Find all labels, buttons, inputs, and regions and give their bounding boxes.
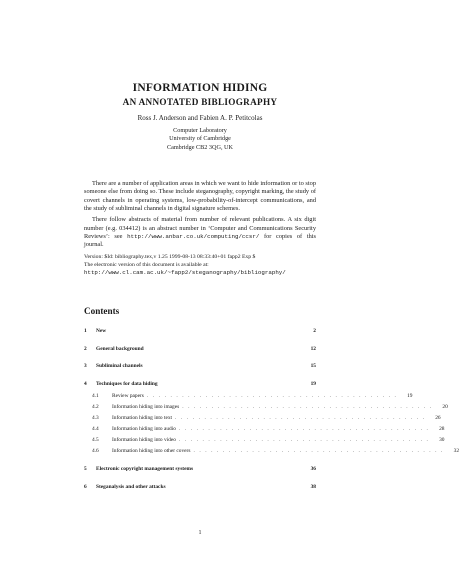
toc-entry-label: Review papers [112, 393, 144, 399]
toc-entry-page: 32 [453, 448, 459, 454]
toc-entry-label: Techniques for data hiding [96, 381, 158, 387]
affiliation-line: Computer Laboratory [173, 127, 227, 134]
affiliation-line: Cambridge CB2 3QG, UK [167, 143, 233, 151]
toc-entry-page: 19 [407, 393, 413, 399]
document-subtitle: AN ANNOTATED BIBLIOGRAPHY [122, 97, 278, 107]
toc-entry-number: 1 [84, 328, 87, 334]
electronic-version-line: The electronic version of this document is available at: [84, 261, 209, 268]
version-block [84, 254, 324, 277]
toc-entry-page: 12 [310, 346, 316, 352]
toc-entry-label: General background [96, 346, 144, 352]
toc-leader-dots: . . . . . . . . . . . . . . . . . . . . . . . . . . . . . . . . . . . . . . . . . . . [182, 404, 433, 410]
toc-entry-label: Information hiding into other covers [112, 448, 191, 454]
toc-entry-number: 4.5 [92, 437, 99, 443]
toc-entry-number: 4 [84, 381, 87, 387]
toc-entry-number: 4.6 [92, 448, 99, 454]
toc-entry-page: 36 [310, 466, 316, 472]
toc-entry[interactable] [84, 437, 445, 443]
toc-entry-label: Subliminal channels [96, 363, 143, 369]
toc-entry[interactable] [84, 404, 448, 410]
page-number: 1 [198, 530, 202, 536]
toc-entry-label: Information hiding into video [112, 437, 176, 443]
affiliation [0, 127, 400, 152]
toc-entry[interactable] [84, 466, 316, 472]
toc-entry-number: 4.3 [92, 415, 99, 421]
abstract-paragraph [84, 216, 316, 249]
electronic-version-link[interactable]: http://www.cl.cam.ac.uk/~fapp2/steganography/bibliography/ [84, 269, 286, 277]
toc-leader-dots: . . . . . . . . . . . . . . . . . . . . . . . . . . . . . . . . . . . . . . . . . . . [193, 448, 445, 454]
toc-entry-page: 19 [310, 381, 316, 387]
toc-entry[interactable] [84, 415, 441, 421]
version-line: Version: $Id: bibliography.tex,v 1.25 1999-08-13 08:33:40+01 fapp2 Exp $ [84, 254, 256, 260]
toc-entry-label: New [96, 328, 107, 334]
toc-entry-label: Electronic copyright management systems [96, 466, 194, 472]
toc-entry-number: 4.2 [92, 404, 99, 410]
toc-leader-dots: . . . . . . . . . . . . . . . . . . . . . . . . . . . . . . . . . . . . . . . . . . . [146, 393, 398, 399]
abstract [84, 180, 316, 250]
toc-leader-dots: . . . . . . . . . . . . . . . . . . . . . . . . . . . . . . . . . . . . . . . . . . . [178, 437, 430, 443]
toc-entry[interactable] [84, 393, 413, 399]
toc-entry-page: 26 [435, 415, 441, 421]
toc-entry[interactable] [84, 426, 445, 432]
toc-entry-label: Steganalysis and other attacks [96, 484, 166, 490]
abstract-paragraph: There are a number of application areas in which we want to hide information or to stop someone else from doing so. These include steganography, copyright marking, the study of covert channels in operating systems, low-probability-of-intercept communications, and the study of subliminal channels in digital signature schemes. [84, 180, 316, 213]
contents-heading: Contents [84, 306, 120, 316]
toc-entry-label: Information hiding into images [112, 404, 180, 410]
toc-entry-number: 6 [84, 484, 87, 490]
document-title: INFORMATION HIDING [132, 82, 268, 94]
toc-entry-number: 2 [84, 346, 87, 352]
toc-entry[interactable] [84, 363, 316, 369]
toc-entry-page: 15 [310, 363, 316, 369]
toc-entry-number: 4.1 [92, 393, 99, 399]
toc-entry-page: 38 [310, 484, 316, 490]
toc-entry[interactable] [84, 484, 316, 490]
journal-link[interactable]: http://www.anbar.co.uk/computing/ccsr/ [127, 233, 260, 241]
toc-entry-page: 30 [439, 437, 445, 443]
toc-entry-page: 20 [442, 404, 448, 410]
toc-leader-dots: . . . . . . . . . . . . . . . . . . . . . . . . . . . . . . . . . . . . . . . . . . . [178, 426, 430, 432]
toc-entry[interactable] [84, 448, 459, 454]
toc-entry-number: 5 [84, 466, 87, 472]
authors: Ross J. Anderson and Fabien A. P. Petitcolas [137, 114, 263, 122]
abstract-text: There follow abstracts of material from number of relevant publications. A six digit number (e.g. 034412) is an abstract number in ‘Computer and Communications Security Reviews’: see [84, 216, 316, 241]
toc-entry[interactable] [84, 346, 316, 352]
toc-entry-number: 3 [84, 363, 87, 369]
toc-entry[interactable] [84, 328, 316, 334]
toc-entry-page: 28 [439, 426, 445, 432]
toc-entry-number: 4.4 [92, 426, 99, 432]
toc-leader-dots: . . . . . . . . . . . . . . . . . . . . . . . . . . . . . . . . . . . . . . . . . . . [175, 415, 426, 421]
abstract-text: for copies of this journal. [84, 233, 316, 249]
affiliation-line: University of Cambridge [169, 135, 231, 143]
toc-entry-label: Information hiding into audio [112, 426, 176, 432]
toc-entry-page: 2 [313, 328, 316, 334]
toc-entry[interactable] [84, 381, 316, 387]
toc-entry-label: Information hiding into text [112, 415, 173, 421]
